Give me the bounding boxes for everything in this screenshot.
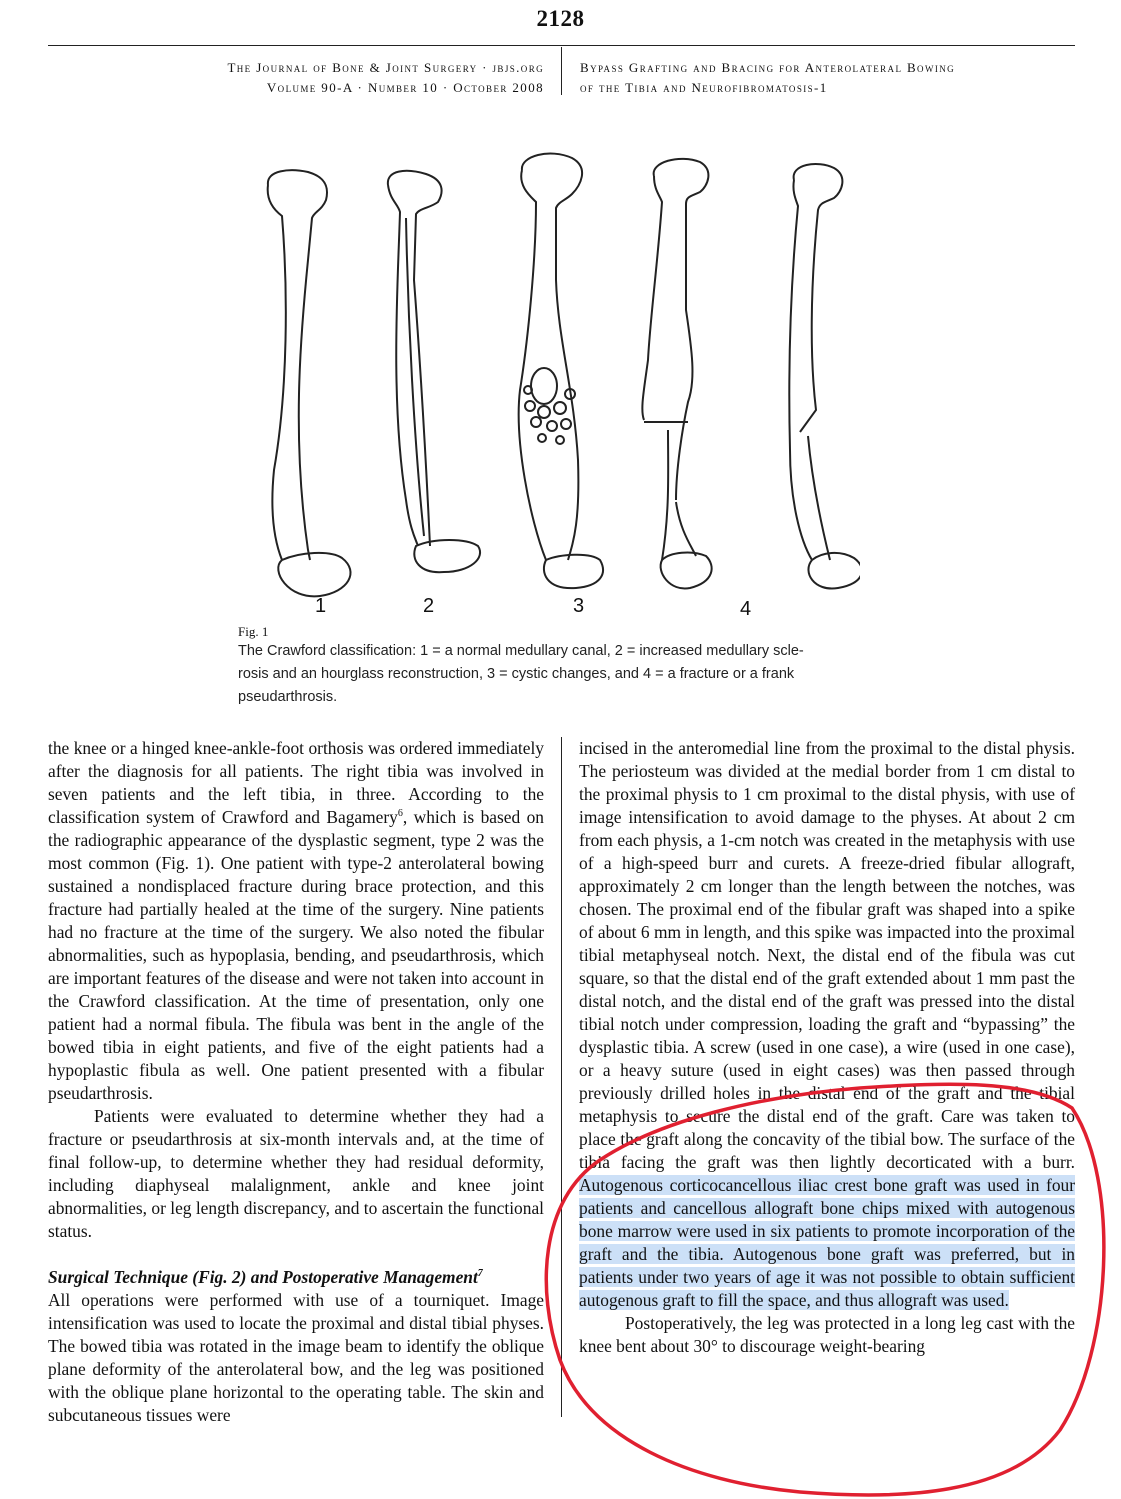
figure-label: Fig. 1 xyxy=(238,624,269,639)
page-number: 2128 xyxy=(536,6,585,31)
figure-number-4: 4 xyxy=(740,598,752,620)
left-column xyxy=(48,737,544,1427)
text-run: the knee or a hinged knee-ankle-foot orthosis was ordered immediately after the diagnosis for all patients. The right tibia was involved in seven patients and the left tibia, in three. According to the classification system of Crawford and Bagamery xyxy=(48,738,544,827)
tibia-drawings xyxy=(230,140,860,620)
caption-line: The Crawford classification: 1 = a normal medullary canal, 2 = increased medullary scle- xyxy=(238,643,804,659)
paragraph: Postoperatively, the leg was protected in a long leg cast with the knee bent about 30° to discourage weight-bearing xyxy=(579,1313,1075,1356)
title-line-1: Bypass Grafting and Bracing for Anterolateral Bowing xyxy=(580,60,956,75)
tibia-type-4-fracture xyxy=(789,164,860,589)
figure-number-1: 1 xyxy=(315,595,327,617)
article-title-header xyxy=(580,58,1100,98)
section-heading-text: Surgical Technique (Fig. 2) and Postoperative Management xyxy=(48,1267,478,1287)
caption-line: rosis and an hourglass reconstruction, 3 = cystic changes, and 4 = a fracture or a frank xyxy=(238,666,795,682)
paragraph xyxy=(48,737,544,1105)
figure-number-3: 3 xyxy=(573,595,585,617)
paragraph: All operations were performed with use of a tourniquet. Image intensification was used to locate the proximal and distal tibial physes. The bowed tibia was rotated in the image beam to identify the oblique plane deformity of the anterolateral bow, and the leg was positioned with the oblique plane horizontal to the operating table. The skin and subcutaneous tissues were xyxy=(48,1290,544,1425)
tibia-type-4 xyxy=(642,159,711,589)
paragraph xyxy=(579,737,1075,1312)
paragraph: Patients were evaluated to determine whether they had a fracture or pseudarthrosis at six-month intervals and, at the time of final follow-up, to determine whether they had residual deformity, including diaphyseal malalignment, ankle and knee joint abnormalities, or leg length discrepancy, and to ascertain the functional status. xyxy=(48,1106,544,1241)
figure-caption xyxy=(238,640,863,709)
journal-header xyxy=(60,58,544,98)
crawford-figure xyxy=(230,140,860,620)
caption-line: pseudarthrosis. xyxy=(238,689,338,705)
section-heading xyxy=(48,1266,544,1289)
reference-superscript: 7 xyxy=(477,1268,483,1280)
reference-superscript: 6 xyxy=(397,808,403,820)
tibia-type-3 xyxy=(519,154,603,589)
text-run: incised in the anteromedial line from the proximal to the distal physis. The periosteum was divided at the medial border from 1 cm distal to the proximal physis to 1 cm proximal to the distal physis, with use of image intensification to avoid damage to the physes. At about 2 cm from each physis, a 1-cm notch was created in the metaphysis with use of a high-speed burr and curets. A freeze-dried fibular allograft, approximately 2 cm longer than the length between the notches, was chosen. The proximal end of the fibular graft was shaped into a spike of about 6 mm in length, and this spike was impacted into the proximal tibial metaphyseal notch. Next, the distal end of the fibula was cut square, so that the distal end of the graft extended about 1 mm past the distal notch, and the distal end of the graft was pressed into the distal tibial notch under compression, loading the graft and “bypassing” the dysplastic tibia. A screw (used in one case), a wire (used in one case), or a heavy suture (used in eight cases) was then passed through previously drilled holes in the distal end of the graft and the tibial metaphysis to secure the distal end of the graft. Care was taken to place the graft along the concavity of the tibial bow. The surface of the tibia facing the graft was then lightly decorticated with a burr. xyxy=(579,738,1075,1172)
figure-number-2: 2 xyxy=(423,595,435,617)
text-run: , which is based on the radiographic appearance of the dysplastic segment, type 2 was the most common (Fig. 1). One patient with type-2 anterolateral bowing sustained a nondisplaced fracture during brace protection, and this fracture had partially healed at the time of the surgery. Nine patients had no fracture at the time of the surgery. We also noted the fibular abnormalities, such as hypoplasia, bending, and pseudarthrosis, which are important features of the disease and were not taken into account in the Crawford classification. At the time of presentation, only one patient had a normal fibula. The fibula was bent in the angle of the bowed tibia in eight patients, and five of the eight patients had a hypoplastic fibula as well. One patient presented with a fibular pseudarthrosis. xyxy=(48,807,544,1103)
header-rule xyxy=(48,45,1075,46)
tibia-type-2 xyxy=(388,171,480,572)
tibia-type-1 xyxy=(268,170,351,596)
title-line-2: of the Tibia and Neurofibromatosis-1 xyxy=(580,80,828,95)
right-column xyxy=(579,737,1075,1358)
journal-line-2: Volume 90-A · Number 10 · October 2008 xyxy=(266,80,544,95)
column-divider xyxy=(561,737,562,1417)
header-divider xyxy=(561,47,562,95)
journal-line-1: The Journal of Bone & Joint Surgery · jbjs.org xyxy=(227,60,544,75)
highlighted-text-selection[interactable]: Autogenous corticocancellous iliac crest bone graft was used in four patients and cancellous allograft bone chips mixed with autogenous bone marrow were used in six patients to promote incorporation of the graft and the tibia. Autogenous bone graft was preferred, but in patients under two years of age it was not possible to obtain sufficient autogenous graft to fill the space, and thus allograft was used. xyxy=(579,1175,1075,1310)
